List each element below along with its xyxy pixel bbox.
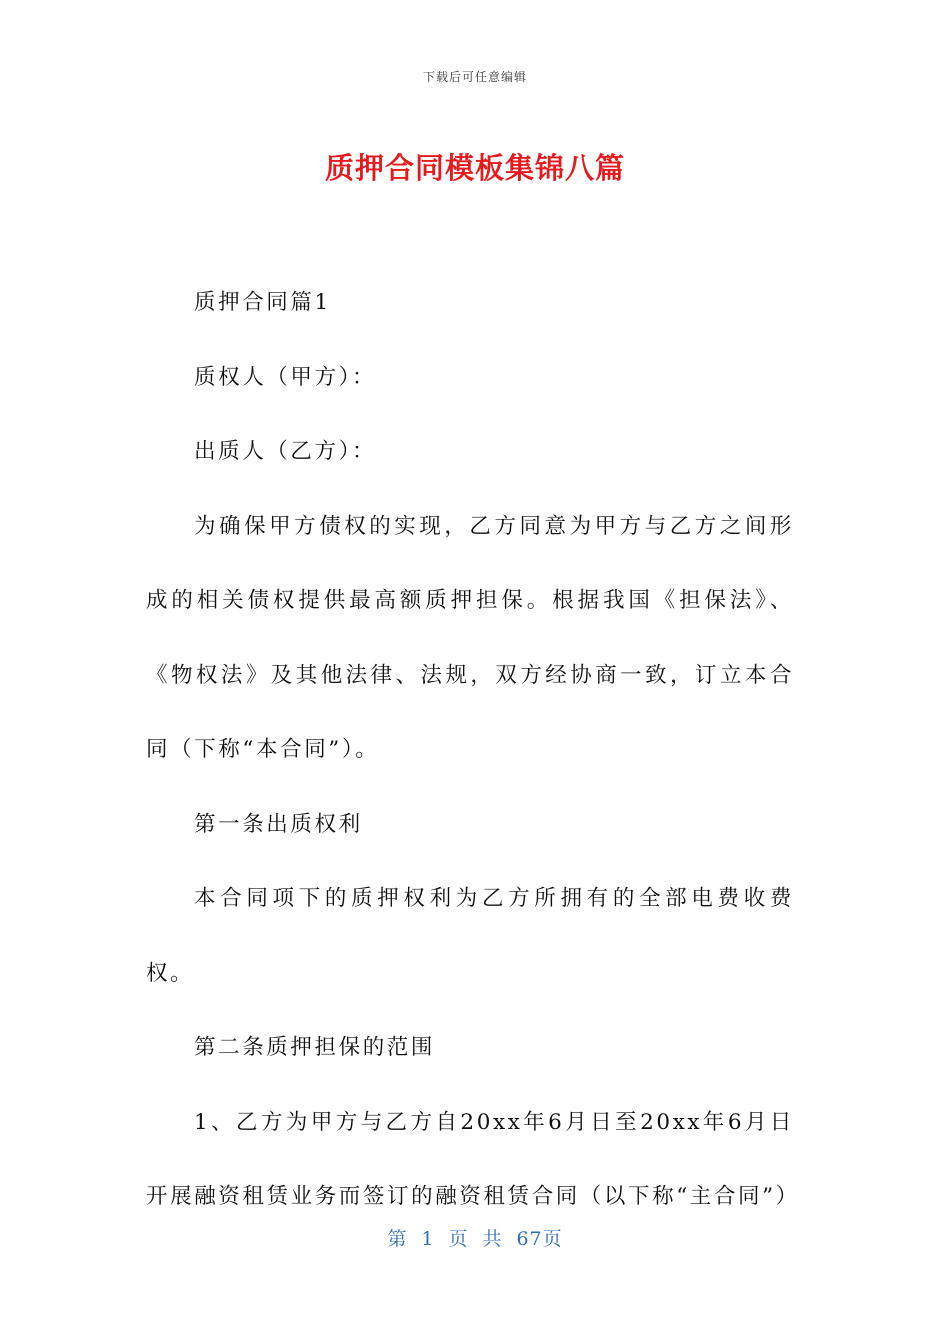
document-body <box>146 266 800 1235</box>
pledgee-line: 质权人（甲方）： <box>194 364 377 390</box>
footer-page-word: 页 <box>448 1228 469 1250</box>
article-2-heading: 第二条质押担保的范围 <box>194 1035 436 1060</box>
document-title: 质押合同模板集锦八篇 <box>324 151 625 185</box>
article-1-heading: 第一条出质权利 <box>194 811 363 837</box>
preamble-paragraph: 为确保甲方债权的实现，乙方同意为甲方与乙方之间形成的相关债权提供最高额质押担保。根据我国《担保法》、《物权法》及其他法律、法规，双方经协商一致，订立本合同（下称“本合同”）。 <box>146 513 794 762</box>
total-page-count: 67 <box>516 1228 543 1250</box>
current-page-number: 1 <box>421 1228 435 1250</box>
page-footer <box>0 1224 950 1251</box>
article-1-text: 本合同项下的质押权利为乙方所拥有的全部电费收费权。 <box>146 886 794 986</box>
header-note: 下载后可任意编辑 <box>422 70 527 84</box>
footer-total-suffix: 页 <box>542 1228 563 1250</box>
footer-prefix: 第 <box>387 1228 408 1250</box>
pledgor-line: 出质人（乙方）： <box>194 439 377 464</box>
section-heading: 质押合同篇1 <box>194 290 331 315</box>
footer-total-prefix: 共 <box>482 1228 503 1250</box>
article-2-clause-1: 1、乙方为甲方与乙方自20xx年6月日至20xx年6月日开展融资租赁业务而签订的融资租赁合同（以下称“主合同”） <box>146 1109 800 1209</box>
